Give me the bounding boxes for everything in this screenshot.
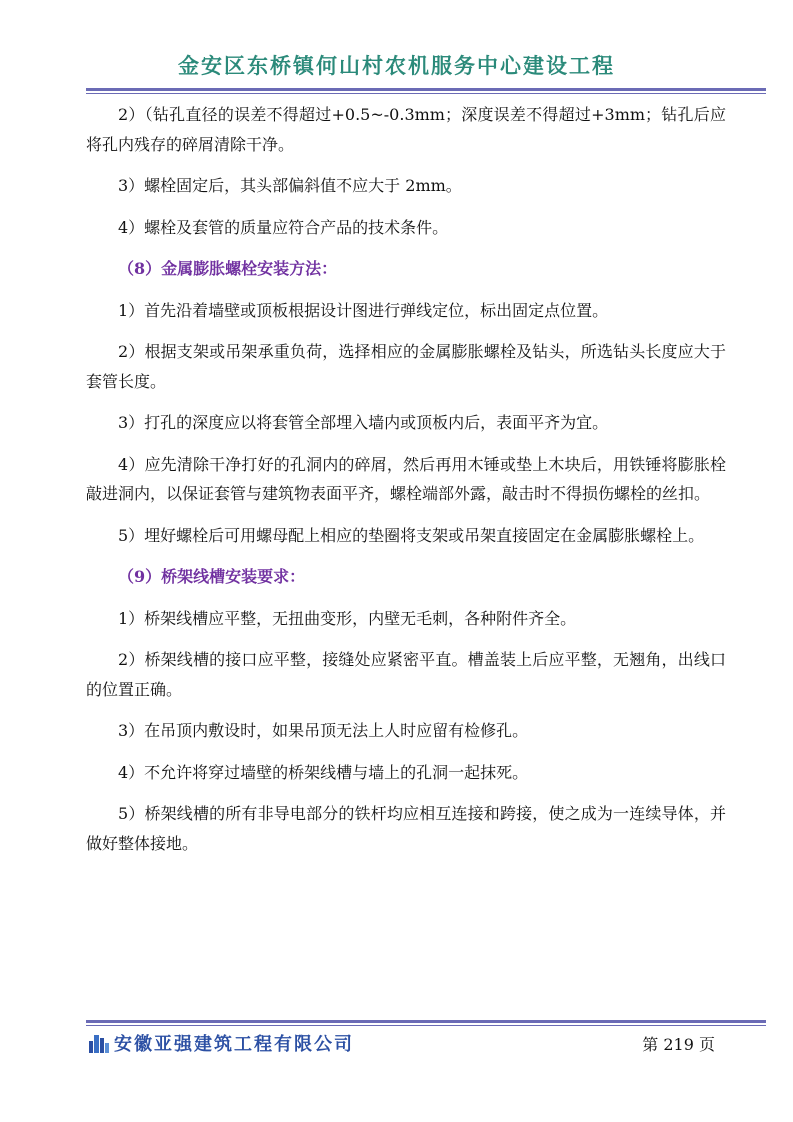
paragraph: 4）应先清除干净打好的孔洞内的碎屑，然后再用木锤或垫上木块后，用铁锤将膨胀栓敲进洞内，以保证套管与建筑物表面平齐，螺栓端部外露，敲击时不得损伤螺栓的丝扣。 (86, 454, 726, 503)
company-name: 安徽亚强建筑工程有限公司 (114, 1034, 354, 1055)
footer-rule-thick (86, 1020, 766, 1023)
document-title: 金安区东桥镇何山村农机服务中心建设工程 (178, 54, 615, 78)
paragraph: 4）不允许将穿过墙壁的桥架线槽与墙上的孔洞一起抹死。 (118, 762, 529, 782)
paragraph: 3）螺栓固定后，其头部偏斜值不应大于 2mm。 (118, 176, 462, 195)
page-number: 第 219 页 (642, 1035, 715, 1054)
page-body (86, 100, 726, 870)
paragraph: 1）桥架线槽应平整，无扭曲变形，内壁无毛刺，各种附件齐全。 (118, 608, 577, 628)
paragraph: 3）在吊顶内敷设时，如果吊顶无法上人时应留有检修孔。 (118, 721, 529, 740)
paragraph: 2）（钻孔直径的误差不得超过+0.5~-0.3mm；深度误差不得超过+3mm；钻孔后应将孔内残存的碎屑清除干净。 (86, 105, 726, 154)
paragraph: 1）首先沿着墙壁或顶板根据设计图进行弹线定位，标出固定点位置。 (118, 300, 609, 320)
footer-rule-thin (86, 1025, 766, 1026)
header-rule-thick (86, 88, 766, 91)
paragraph: 5）埋好螺栓后可用螺母配上相应的垫圈将支架或吊架直接固定在金属膨胀螺栓上。 (118, 525, 705, 545)
building-logo-icon (88, 1033, 110, 1053)
paragraph: 2）桥架线槽的接口应平整，接缝处应紧密平直。槽盖装上后应平整，无翘角，出线口的位置正确。 (86, 650, 726, 699)
paragraph: 4）螺栓及套管的质量应符合产品的技术条件。 (118, 217, 449, 237)
section-heading: （9）桥架线槽安装要求： (118, 567, 306, 586)
paragraph: 2）根据支架或吊架承重负荷，选择相应的金属膨胀螺栓及钻头，所选钻头长度应大于套管长度。 (86, 342, 726, 391)
header-rule-thin (86, 93, 766, 94)
paragraph: 5）桥架线槽的所有非导电部分的铁杆均应相互连接和跨接，使之成为一连续导体，并做好整体接地。 (86, 804, 726, 853)
paragraph: 3）打孔的深度应以将套管全部埋入墙内或顶板内后，表面平齐为宜。 (118, 413, 609, 432)
section-heading: （8）金属膨胀螺栓安装方法： (118, 259, 338, 278)
